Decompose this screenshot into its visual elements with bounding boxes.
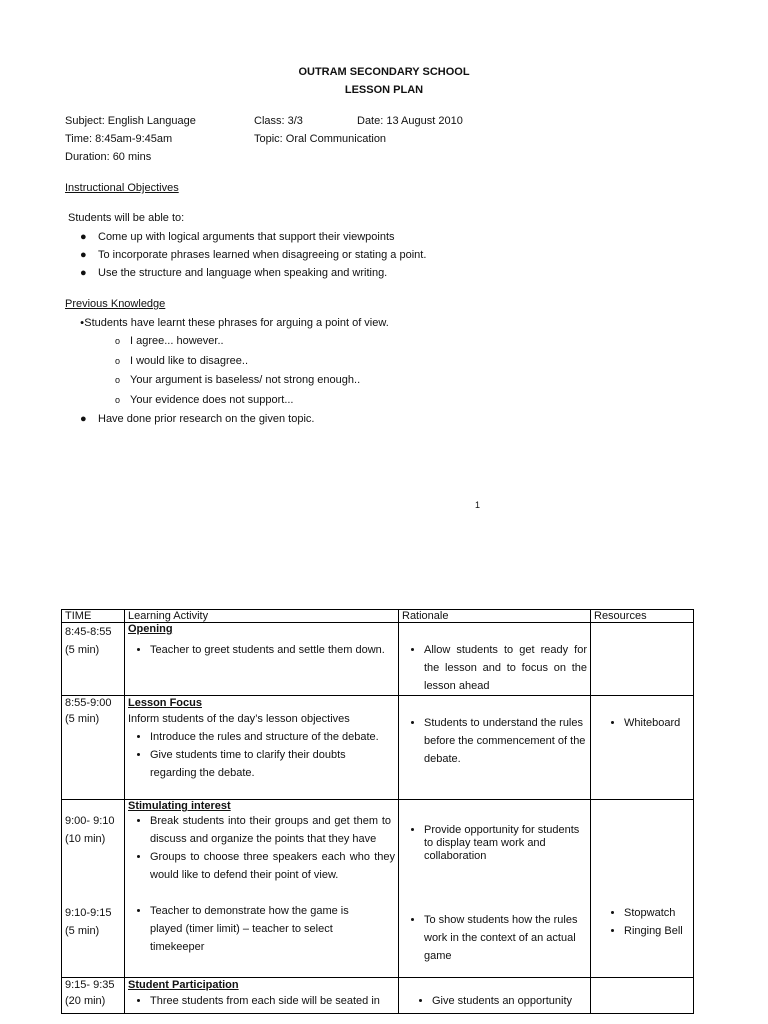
time-cell: 8:55-9:00 (5 min) <box>62 696 125 800</box>
doc-title: LESSON PLAN <box>344 84 424 96</box>
section-title: Student Participation <box>128 979 239 991</box>
section-title: Lesson Focus <box>128 697 202 709</box>
activity-item: • Break students into their groups and get them to discuss and organize the points that they have <box>150 812 395 848</box>
knowledge-intro: ●Students have learnt these phrases for arguing a point of view. <box>80 317 389 329</box>
duration-text: Duration: 60 mins <box>65 151 152 163</box>
table-row <box>62 978 694 1014</box>
activity-item: • Groups to choose three speakers each who they would like to defend their point of view. <box>150 848 395 884</box>
rationale-cell <box>399 800 591 978</box>
activity-item: • Introduce the rules and structure of the debate. <box>150 728 395 746</box>
table-row <box>62 696 694 800</box>
bullet-icon: ● <box>80 413 87 425</box>
rationale-item: • To show students how the rules work in the context of an actual game <box>424 911 587 965</box>
objectives-intro: Students will be able to: <box>68 212 185 224</box>
resource-item: • Ringing Bell <box>624 922 690 940</box>
class-text: Class: 3/3 <box>254 115 303 127</box>
bullet-icon: ● <box>80 267 87 279</box>
time-cell: 9:00- 9:10 (10 min) 9:10-9:15 (5 min) <box>62 800 125 978</box>
time-cell: 9:15- 9:35 (20 min) <box>62 978 125 1014</box>
activity-cell <box>125 978 399 1014</box>
activity-cell <box>125 800 399 978</box>
resources-cell <box>591 623 694 696</box>
rationale-cell <box>399 623 591 696</box>
circle-bullet-icon: o <box>115 375 121 385</box>
time-text: Time: 8:45am-9:45am <box>65 133 173 145</box>
circle-bullet-icon: o <box>115 336 121 346</box>
lesson-table <box>61 609 694 1014</box>
school-name: OUTRAM SECONDARY SCHOOL <box>298 66 470 78</box>
date-text: Date: 13 August 2010 <box>357 115 463 127</box>
bullet-icon: ● <box>80 249 87 261</box>
header-time: TIME <box>62 610 125 623</box>
subject-text: Subject: English Language <box>65 115 196 127</box>
small-bullet-icon: ● <box>80 319 85 327</box>
circle-bullet-icon: o <box>115 395 121 405</box>
activity-item: • Teacher to demonstrate how the game is played (timer limit) – teacher to select timekeeper <box>150 902 395 956</box>
table-header-row <box>62 610 694 623</box>
activity-item: • Three students from each side will be seated in <box>150 992 395 1010</box>
bullet-icon: ● <box>80 231 87 243</box>
rationale-item: • Students to understand the rules before the commencement of the debate. <box>424 714 587 768</box>
table-row <box>62 800 694 978</box>
rationale-item: • Allow students to get ready for the lesson and to focus on the lesson ahead <box>424 641 587 695</box>
circle-bullet-icon: o <box>115 356 121 366</box>
header-rationale: Rationale <box>399 610 591 623</box>
phrase-item: o I agree... however.. <box>115 335 224 347</box>
time-cell: 8:45-8:55 (5 min) <box>62 623 125 696</box>
activity-intro: Inform students of the day’s lesson objectives <box>128 713 350 725</box>
rationale-cell <box>399 978 591 1014</box>
phrase-item: o I would like to disagree.. <box>115 355 249 367</box>
rationale-item: • Provide opportunity for students to display team work and collaboration <box>424 824 587 863</box>
resource-item: • Whiteboard <box>624 714 690 732</box>
header-activity: Learning Activity <box>125 610 399 623</box>
knowledge-heading: Previous Knowledge <box>65 298 166 310</box>
objectives-heading: Instructional Objectives <box>65 182 179 194</box>
activity-item: • Give students time to clarify their doubts regarding the debate. <box>150 746 395 782</box>
header-resources: Resources <box>591 610 694 623</box>
rationale-cell <box>399 696 591 800</box>
resources-cell <box>591 800 694 978</box>
section-title: Opening <box>128 623 173 635</box>
rationale-item: • Give students an opportunity <box>432 992 587 1010</box>
activity-cell <box>125 623 399 696</box>
phrase-item: o Your evidence does not support... <box>115 394 294 406</box>
page-number: 1 <box>475 500 481 510</box>
section-title: Stimulating interest <box>128 800 231 812</box>
topic-text: Topic: Oral Communication <box>254 133 387 145</box>
resources-cell <box>591 978 694 1014</box>
table-row <box>62 623 694 696</box>
phrase-item: o Your argument is baseless/ not strong enough.. <box>115 374 361 386</box>
resource-item: • Stopwatch <box>624 904 690 922</box>
resources-cell <box>591 696 694 800</box>
activity-item: • Teacher to greet students and settle them down. <box>150 641 395 659</box>
activity-cell <box>125 696 399 800</box>
